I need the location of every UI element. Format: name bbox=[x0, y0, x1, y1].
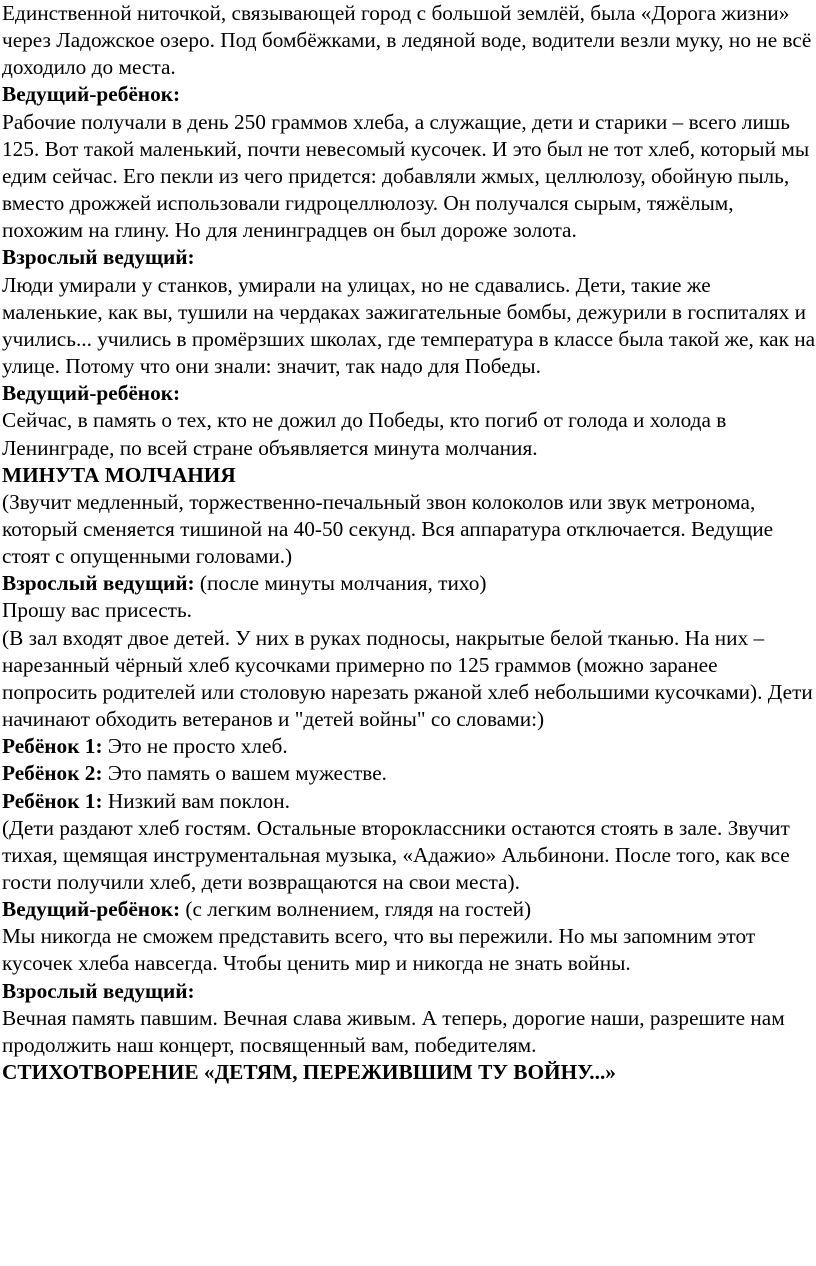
speaker-line bbox=[2, 570, 816, 597]
paragraph-please-sit: Прошу вас присесть. bbox=[2, 598, 192, 623]
speaker-label: Взрослый ведущий: bbox=[2, 978, 195, 1003]
stage-direction: (Дети раздают хлеб гостям. Остальные второклассники остаются стоять в зале. Звучит тихая, щемящая инструментальная музыка, «Адажио» Альбинони. После того, как все гости получили хлеб, дети возвращаются на свои места). bbox=[2, 815, 790, 894]
section-heading-minute-silence: МИНУТА МОЛЧАНИЯ bbox=[2, 462, 236, 487]
speaker-label: Ребёнок 1: bbox=[2, 788, 103, 813]
speaker-label: Ведущий-ребёнок: bbox=[2, 897, 181, 922]
speaker-label: Ведущий-ребёнок: bbox=[2, 82, 181, 107]
speaker-remark: Это не просто хлеб. bbox=[102, 734, 288, 759]
paragraph-people-died: Люди умирали у станков, умирали на улицах, но не сдавались. Дети, такие же маленькие, как вы, тушили на чердаках зажигательные бомбы, дежурили в госпиталях и учились... учились в промёрзших школах, где температура в классе была такой же, как на улице. Потому что они знали: значит, так надо для Победы. bbox=[2, 272, 816, 379]
speaker-line bbox=[2, 81, 816, 108]
stage-direction: (Звучит медленный, торжественно-печальный звон колоколов или звук метронома, который сменяется тишиной на 40-50 секунд. Вся аппаратура отключается. Ведущие стоят с опущенными головами.) bbox=[2, 489, 774, 569]
speaker-label: Ведущий-ребёнок: bbox=[2, 381, 181, 406]
stage-direction: (В зал входят двое детей. У них в руках подносы, накрытые белой тканью. На них – нарезанный чёрный хлеб кусочками примерно по 125 граммов (можно заранее попросить родителей или столовую нарезать ржаной хлеб небольшими кусочками). Дети начинают обходить ветеранов и "детей войны" со словами:) bbox=[2, 625, 813, 732]
speaker-label: Взрослый ведущий: bbox=[2, 571, 195, 596]
section-heading-poem: СТИХОТВОРЕНИЕ «ДЕТЯМ, ПЕРЕЖИВШИМ ТУ ВОЙНУ...» bbox=[2, 1060, 616, 1085]
speaker-line bbox=[2, 380, 816, 407]
speaker-remark: Низкий вам поклон. bbox=[102, 788, 290, 813]
speaker-line bbox=[2, 788, 816, 815]
paragraph-dorog-zhizni: Единственной ниточкой, связывающей город с большой землёй, была «Дорога жизни» через Ладожское озеро. Под бомбёжками, в ледяной воде, водители везли муку, но не всё доходило до места. bbox=[2, 1, 812, 80]
speaker-line bbox=[2, 896, 816, 923]
paragraph-never-imagine: Мы никогда не сможем представить всего, что вы пережили. Но мы запомним этот кусочек хлеба навсегда. Чтобы ценить мир и никогда не знать войны. bbox=[2, 924, 756, 976]
speaker-remark: Это память о вашем мужестве. bbox=[102, 761, 387, 786]
speaker-remark: (после минуты молчания, тихо) bbox=[194, 571, 487, 596]
speaker-line bbox=[2, 733, 816, 760]
paragraph-eternal-memory: Вечная память павшим. Вечная слава живым. А теперь, дорогие наши, разрешите нам продолжить наш концерт, посвященный вам, победителям. bbox=[2, 1005, 785, 1057]
speaker-label: Ребёнок 1: bbox=[2, 734, 103, 759]
speaker-line bbox=[2, 978, 816, 1005]
speaker-remark: (с легким волнением, глядя на гостей) bbox=[180, 897, 532, 922]
speaker-label: Взрослый ведущий: bbox=[2, 245, 195, 270]
paragraph-bread-ration: Рабочие получали в день 250 граммов хлеба, а служащие, дети и старики – всего лишь 125. Вот такой маленький, почти невесомый кусочек. И это был не тот хлеб, который мы едим сейчас. Его пекли из чего придется: добавляли жмых, целлюлозу, обойную пыль, вместо дрожжей использовали гидроцеллюлозу. Он получался сырым, тяжёлым, похожим на глину. Но для ленинградцев он был дороже золота. bbox=[2, 109, 810, 243]
speaker-line bbox=[2, 244, 816, 271]
paragraph-minute-announcement: Сейчас, в память о тех, кто не дожил до Победы, кто погиб от голода и холода в Ленинграде, по всей стране объявляется минута молчания. bbox=[2, 408, 727, 460]
speaker-line bbox=[2, 760, 816, 787]
speaker-label: Ребёнок 2: bbox=[2, 761, 103, 786]
